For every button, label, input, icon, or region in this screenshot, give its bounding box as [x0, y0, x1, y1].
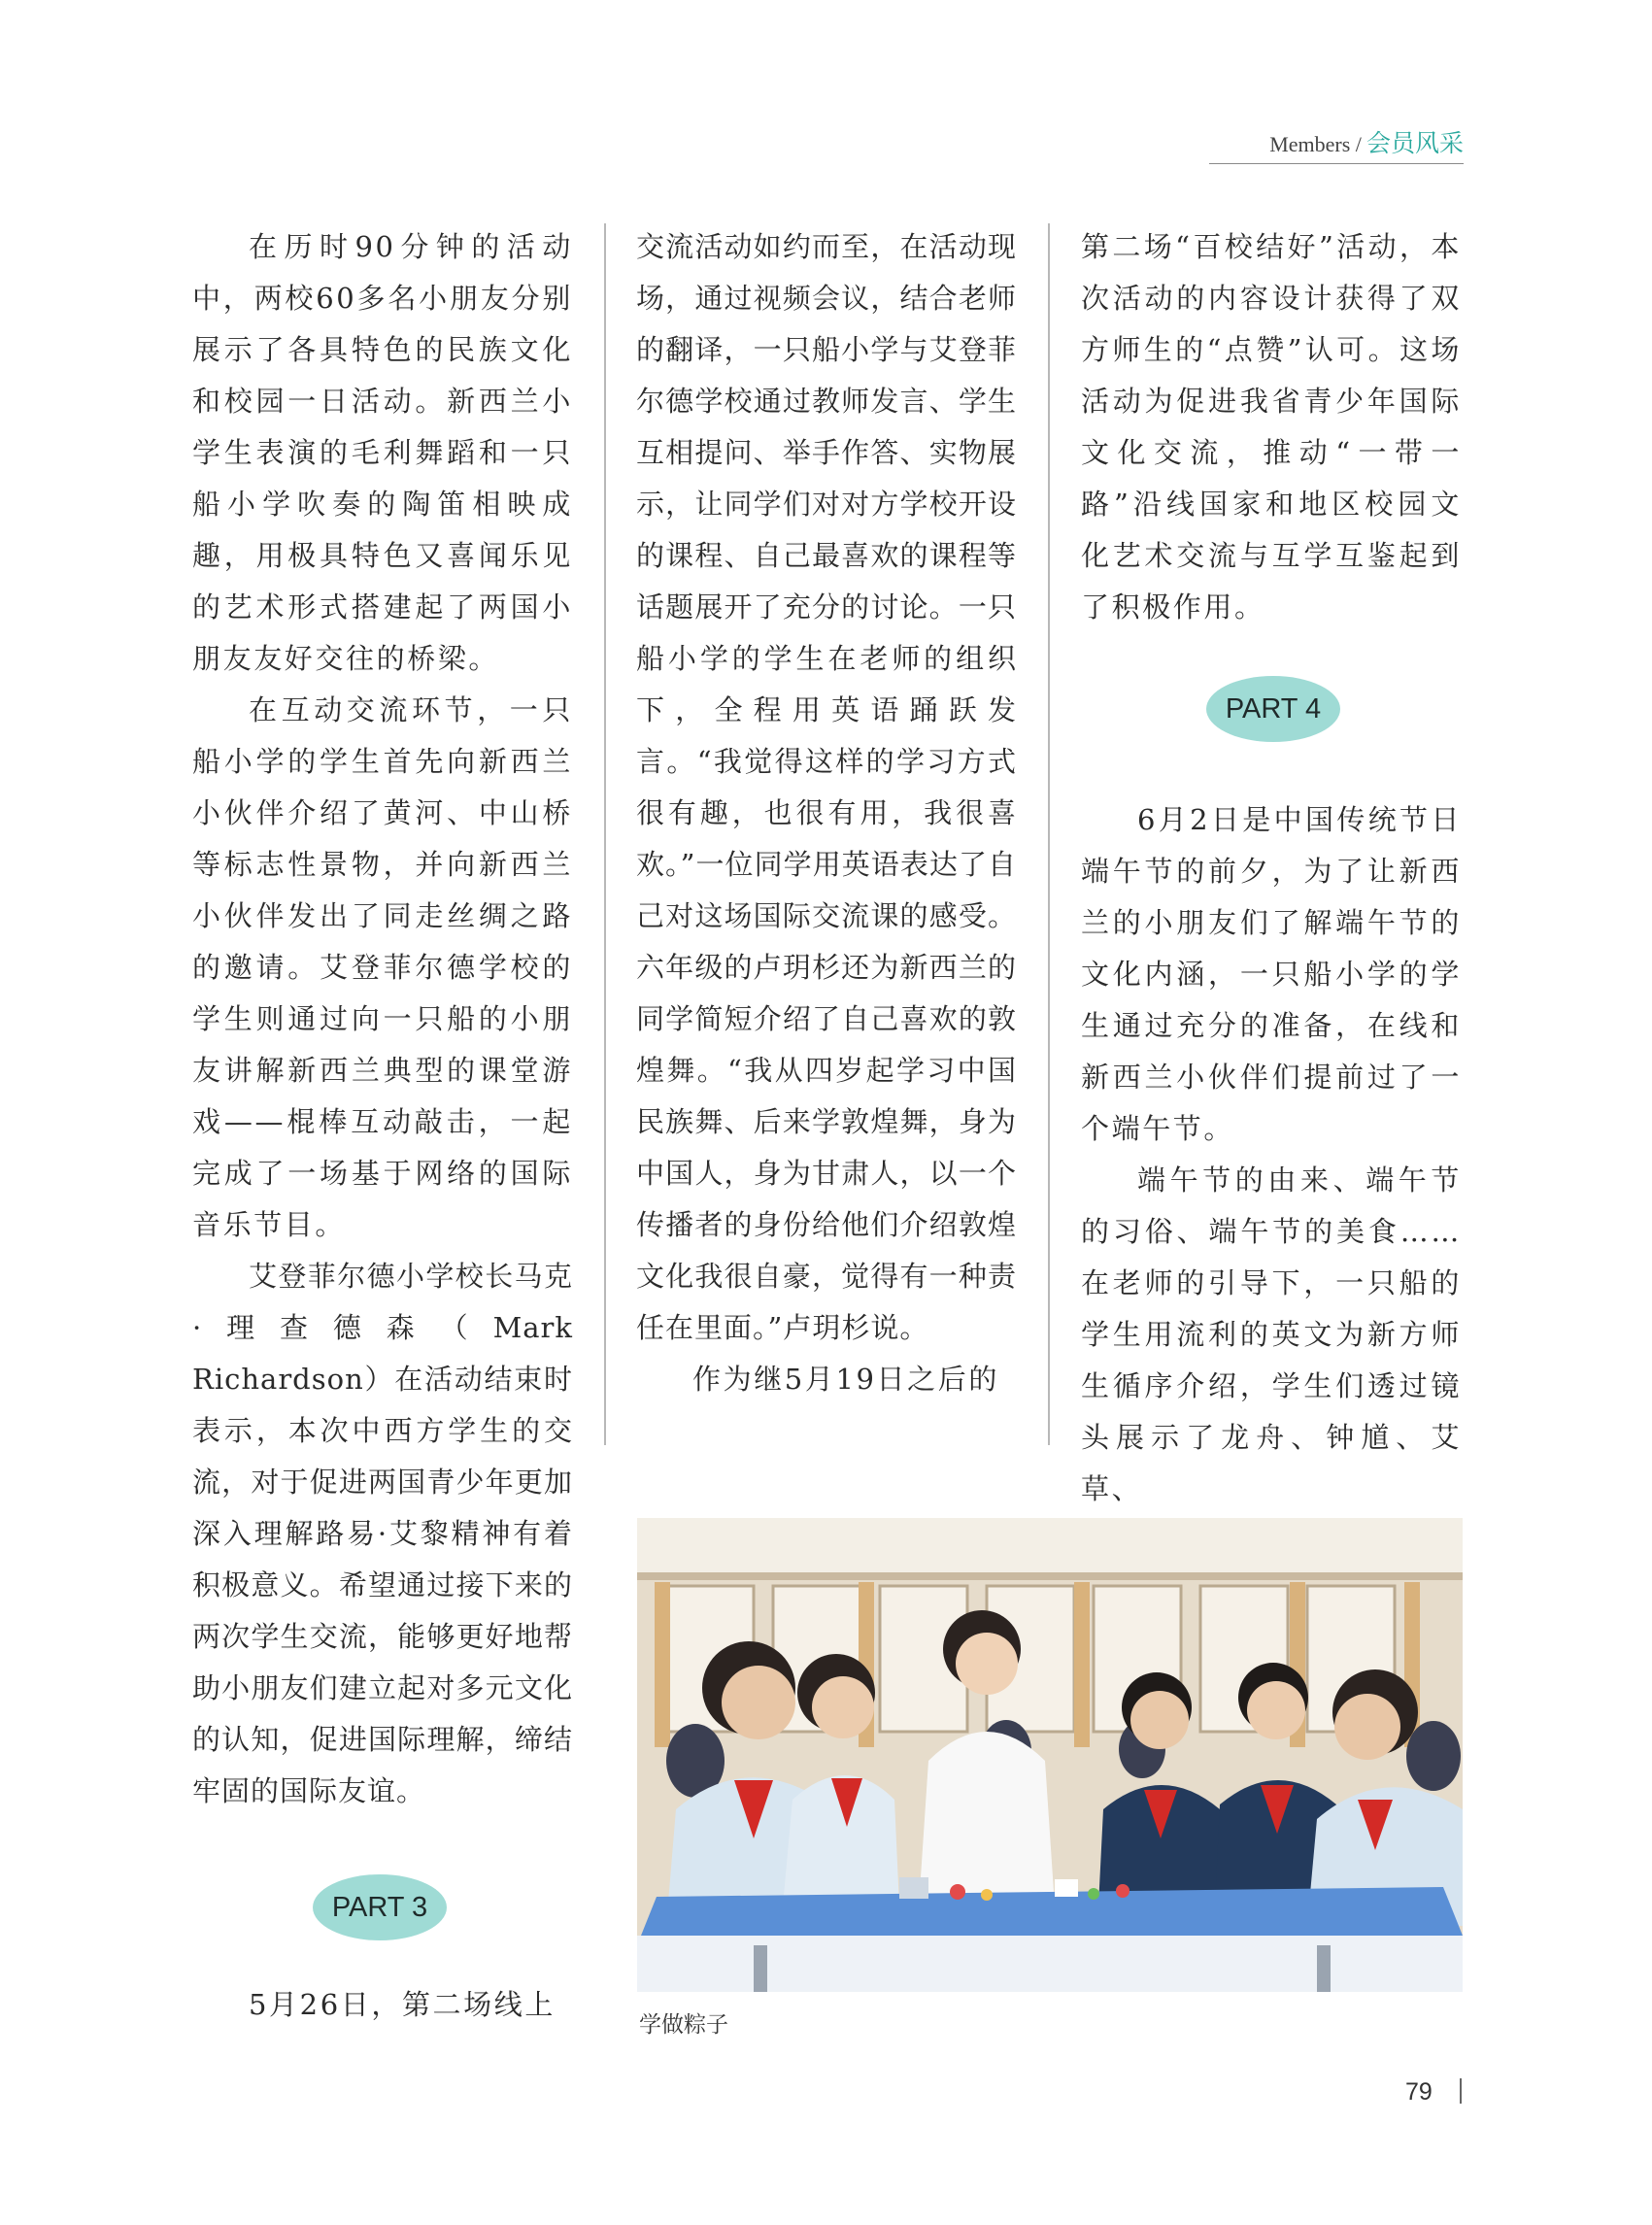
paragraph: 5月26日，第二场线上: [249, 1988, 556, 2021]
photo-caption: 学做粽子: [639, 2012, 728, 2038]
paragraph: 第二场“百校结好”活动，本次活动的内容设计获得了双方师生的“点赞”认可。这场活动为促进我省青少年国际文化交流，推动“一带一路”沿线国家和地区校园文化艺术交流与互学互鉴起到了积极作用。: [1081, 230, 1462, 624]
article-column-3-part4: [1081, 794, 1462, 1515]
paragraph: 端午节的由来、端午节的习俗、端午节的美食……在老师的引导下，一只船的学生用流利的英文为新方师生循序介绍，学生们透过镜头展示了龙舟、钟馗、艾草、: [1081, 1163, 1462, 1505]
column-divider-left: [604, 223, 606, 1445]
page-number-rule: [1460, 2078, 1462, 2104]
event-photo: [637, 1518, 1463, 1992]
paragraph: 6月2日是中国传统节日端午节的前夕，为了让新西兰的小朋友们了解端午节的文化内涵，一只船小学的学生通过充分的准备，在线和新西兰小伙伴们提前过了一个端午节。: [1081, 803, 1462, 1145]
article-column-1-tail: [192, 1979, 573, 2031]
article-column-2: [636, 221, 1017, 1405]
classroom-photo-illustration: [637, 1518, 1463, 1992]
paragraph: 交流活动如约而至，在活动现场，通过视频会议，结合老师的翻译，一只船小学与艾登菲尔德学校通过教师发言、学生互相提问、举手作答、实物展示，让同学们对对方学校开设的课程、自己最喜欢的课程等话题展开了充分的讨论。一只船小学的学生在老师的组织下，全程用英语踊跃发言。“我觉得这样的学习方式很有趣，也很有用，我很喜欢。”一位同学用英语表达了自己对这场国际交流课的感受。六年级的卢玥杉还为新西兰的同学简短介绍了自己喜欢的敦煌舞。“我从四岁起学习中国民族舞、后来学敦煌舞，身为中国人，身为甘肃人，以一个传播者的身份给他们介绍敦煌文化我很自豪，觉得有一种责任在里面。”卢玥杉说。: [636, 230, 1017, 1344]
page-number: 79: [1405, 2078, 1433, 2106]
paragraph: 在历时90分钟的活动中，两校60多名小朋友分别展示了各具特色的民族文化和校园一日活动。新西兰小学生表演的毛利舞蹈和一只船小学吹奏的陶笛相映成趣，用极具特色又喜闻乐见的艺术形式搭建起了两国小朋友友好交往的桥梁。: [192, 230, 573, 675]
paragraph: 在互动交流环节，一只船小学的学生首先向新西兰小伙伴介绍了黄河、中山桥等标志性景物，并向新西兰小伙伴发出了同走丝绸之路的邀请。艾登菲尔德学校的学生则通过向一只船的小朋友讲解新西兰典型的课堂游戏——棍棒互动敲击，一起完成了一场基于网络的国际音乐节目。: [192, 693, 573, 1241]
part-3-badge: PART 3: [313, 1874, 447, 1940]
article-column-3: [1081, 221, 1462, 633]
paragraph: 艾登菲尔德小学校长马克·理查德森（Mark Richardson）在活动结束时表示，本次中西方学生的交流，对于促进两国青少年更加深入理解路易·艾黎精神有着积极意义。希望通过接下来的两次学生交流，能够更好地帮助小朋友们建立起对多元文化的认知，促进国际理解，缔结牢固的国际友谊。: [192, 1260, 573, 1807]
running-head: [1209, 124, 1464, 164]
section-label-en: Members /: [1269, 132, 1362, 156]
part-4-badge: PART 4: [1206, 676, 1340, 742]
section-label-cn: 会员风采: [1365, 129, 1464, 157]
article-column-1: [192, 221, 573, 1817]
column-divider-right: [1048, 223, 1050, 1445]
paragraph: 作为继5月19日之后的: [692, 1363, 999, 1396]
